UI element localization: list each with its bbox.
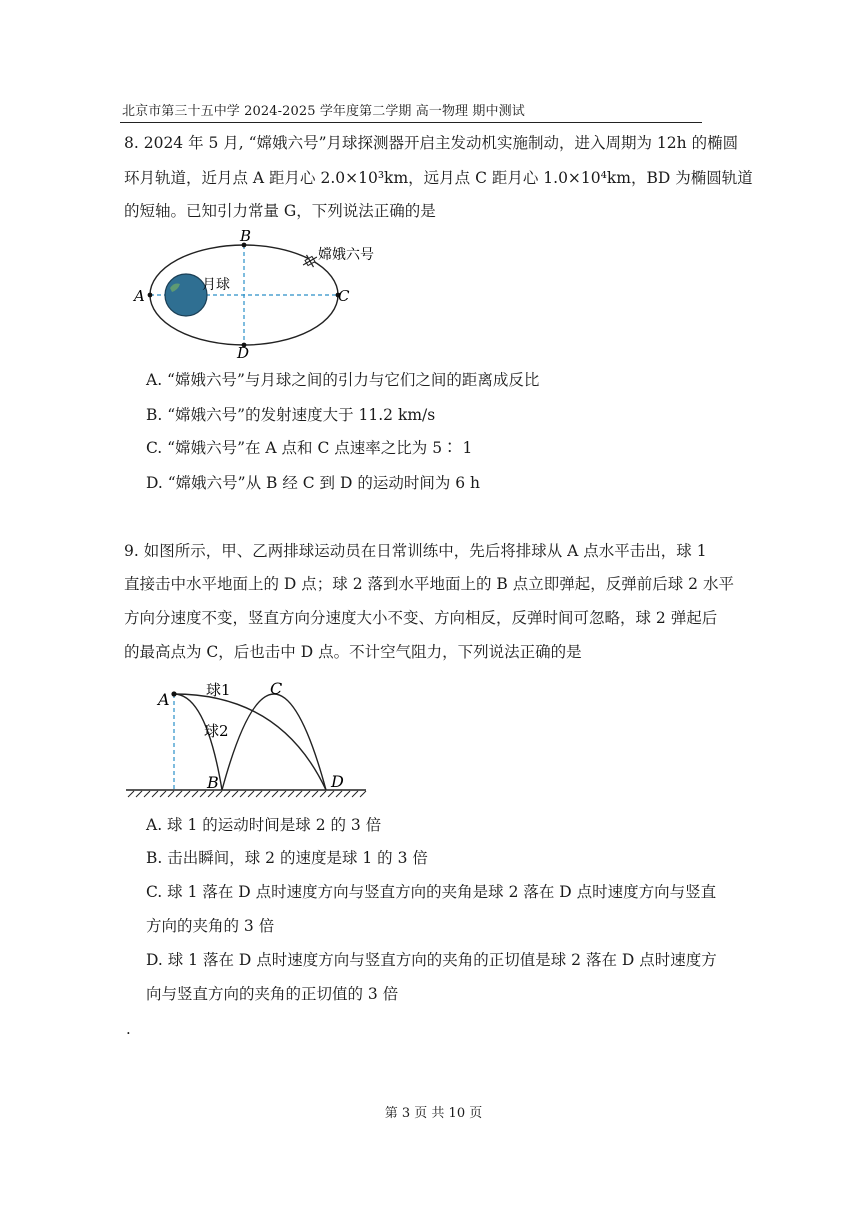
q8-option-d: D. “嫦娥六号”从 B 经 C 到 D 的运动时间为 6 h — [146, 474, 481, 492]
q9-option-c-line-1: C. 球 1 落在 D 点时速度方向与竖直方向的夹角是球 2 落在 D 点时速度方向与竖直 — [146, 883, 717, 901]
moon-label: 月球 — [202, 277, 230, 293]
page-header — [120, 104, 702, 123]
q9-option-c-line-2: 方向的夹角的 3 倍 — [146, 917, 275, 935]
point-d-label: D — [237, 344, 250, 362]
moon-shape — [165, 274, 207, 316]
q9-line-1: 9. 如图所示，甲、乙两排球运动员在日常训练中，先后将排球从 A 点水平击出，球 1 — [124, 542, 707, 560]
q9-option-d-line-2: 向与竖直方向的夹角的正切值的 3 倍 — [146, 985, 399, 1003]
page-header-text: 北京市第三十五中学 2024-2025 学年度第二学期 高一物理 期中测试 — [122, 104, 525, 119]
page-footer: 第 3 页 共 10 页 — [384, 1106, 483, 1121]
stray-dot: . — [126, 1020, 131, 1038]
q9-line-3: 方向分速度不变，竖直方向分速度大小不变、方向相反，反弹时间可忽略，球 2 弹起后 — [124, 609, 718, 627]
point-a-label: A — [134, 287, 145, 305]
q8-option-c: C. “嫦娥六号”在 A 点和 C 点速率之比为 5∶ 1 — [146, 439, 473, 457]
q9-line-2: 直接击中水平地面上的 D 点；球 2 落到水平地面上的 B 点立即弹起，反弹前后球 2 水平 — [124, 575, 734, 593]
q8-option-b: B. “嫦娥六号”的发射速度大于 11.2 km/s — [146, 406, 436, 424]
ball2-label: 球2 — [204, 722, 229, 740]
q8-line-3: 的短轴。已知引力常量 G，下列说法正确的是 — [124, 202, 436, 220]
point-a-dot — [171, 691, 176, 696]
point-a-dot — [148, 293, 153, 298]
point-a-label: A — [158, 690, 170, 709]
point-d-label: D — [331, 772, 344, 791]
q8-line-2: 环月轨道，近月点 A 距月心 2.0×10³km，远月点 C 距月心 1.0×10⁴km，BD 为椭圆轨道 — [124, 169, 753, 187]
probe-label: 嫦娥六号 — [318, 247, 374, 263]
q8-option-a: A. “嫦娥六号”与月球之间的引力与它们之间的距离成反比 — [146, 371, 540, 389]
point-b-label: B — [240, 227, 252, 245]
ball2-path-bounce — [222, 694, 326, 790]
orbit-figure — [120, 228, 410, 363]
q9-line-4: 的最高点为 C，后也击中 D 点。不计空气阻力，下列说法正确的是 — [124, 643, 582, 661]
point-c-label: C — [338, 287, 350, 305]
ball1-label: 球1 — [206, 681, 231, 699]
ground-hatch — [128, 791, 366, 797]
point-c-label: C — [270, 679, 283, 698]
q9-option-a: A. 球 1 的运动时间是球 2 的 3 倍 — [146, 816, 382, 834]
q9-option-d-line-1: D. 球 1 落在 D 点时速度方向与竖直方向的夹角的正切值是球 2 落在 D 点时速度方 — [146, 951, 717, 969]
trajectory-figure — [126, 676, 372, 800]
q8-line-1: 8. 2024 年 5 月, “嫦娥六号”月球探测器开启主发动机实施制动，进入周期为 12h 的椭圆 — [124, 134, 739, 152]
q9-option-b: B. 击出瞬间，球 2 的速度是球 1 的 3 倍 — [146, 849, 428, 867]
point-b-label: B — [207, 773, 219, 792]
